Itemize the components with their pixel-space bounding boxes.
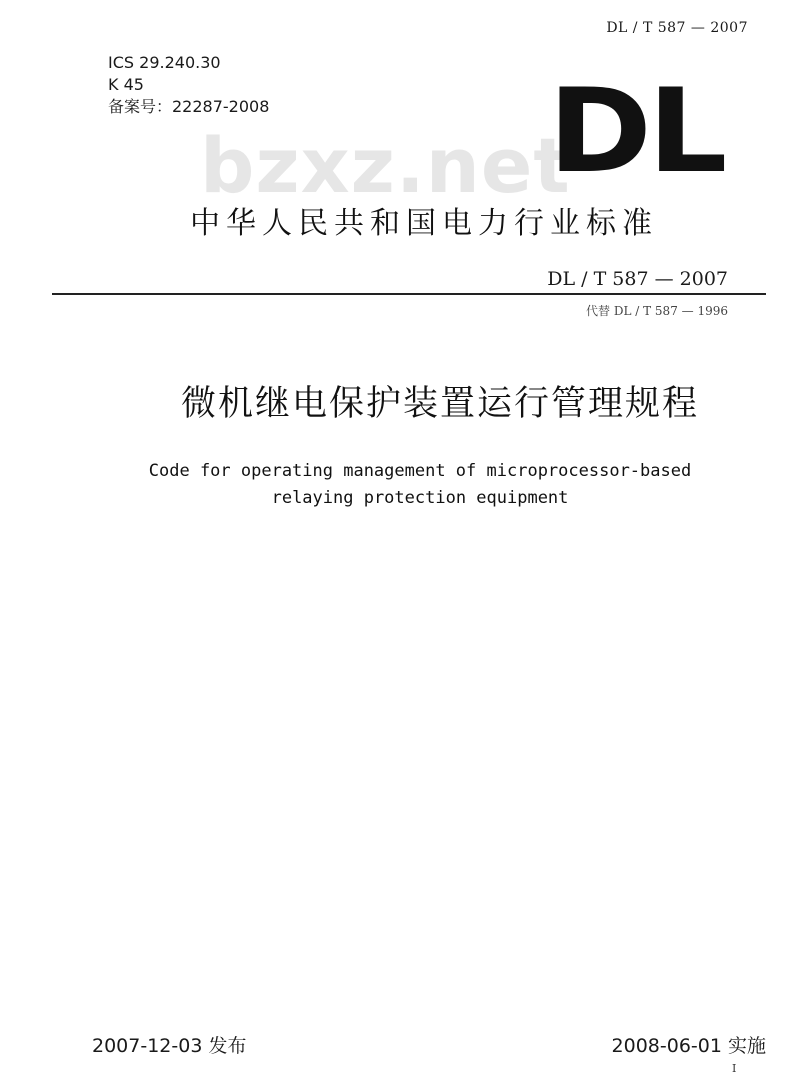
category-code: K 45 — [108, 75, 144, 94]
replaces-note: 代替 DL / T 587 — 1996 — [586, 304, 728, 318]
document-title-english — [0, 458, 800, 512]
english-title-line-2: relaying protection equipment — [271, 488, 569, 508]
organization-title: 中华人民共和国电力行业标准 — [190, 206, 658, 241]
dl-logo: DL — [548, 64, 724, 199]
issue-date: 2007-12-03 发布 — [92, 1035, 247, 1057]
watermark: bzxz.net — [200, 121, 571, 210]
implementation-date: 2008-06-01 实施 — [611, 1035, 766, 1057]
record-number: 备案号：22287-2008 — [108, 97, 270, 116]
header-divider — [52, 293, 766, 295]
header-standard-code: DL / T 587 — 2007 — [606, 20, 748, 36]
classification-block — [108, 52, 269, 118]
page-number: I — [732, 1062, 737, 1075]
document-title-chinese: 微机继电保护装置运行管理规程 — [180, 384, 699, 424]
english-title-line-1: Code for operating management of microprocessor-based — [148, 461, 692, 481]
ics-code: ICS 29.240.30 — [108, 53, 221, 72]
standard-number: DL / T 587 — 2007 — [547, 268, 728, 290]
